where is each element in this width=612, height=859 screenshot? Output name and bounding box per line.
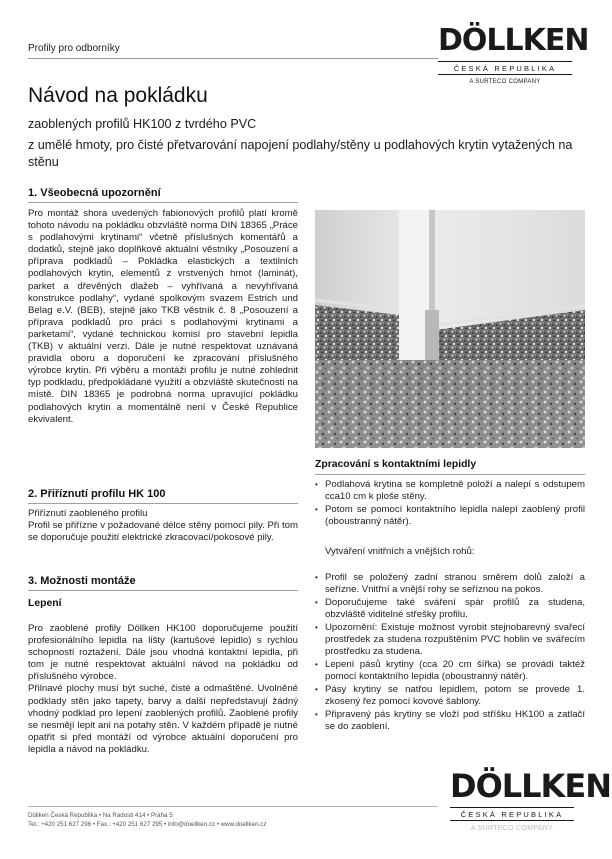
section-2-subtitle: Přiříznutí zaobleného profilu: [28, 508, 148, 519]
section-1-text: Pro montáž shora uvedených fabionových profilů platí kromě tohoto návodu na pokládku obzvláště norma DIN 18365 „Práce s podlahovými krytinami“ včetně příslušných komentářů a dodatků, stejně jako doplňkově aktuální věstníky „Posouzení a příprava podkladů – Pokládka elastických a textilních podlahových krytin, elementů z vrstvených hmot (laminát), parket a dřevěných dlažeb – vyhřívaná a nevyhřívaná konstrukce podlahy“, vydané spolkovým svazem Estrich und Belag e.V. (BEB), stejně jako TKB věstník č. 8 „Posouzení a příprava podkladů pro práci s podlahovými krytinami a parketami“, vydané technickou komisí pro stavební lepidla (TKB) v aktuální verzi. Dále je nutné respektovat uznávaná pravidla oboru a doporučení ke zpracování příslušného výrobce krytin. Při výběru a montáži profilu je nutné zohlednit typ podkladu, předpokládané využití a obzvláště skutečnosti na místě. DIN 18365 je podrobná norma upravující pokládku podlahových krytin a momentálně není v České Republice ekvivalent.: [28, 208, 298, 425]
footer: [28, 811, 266, 829]
section-1-divider: [28, 202, 298, 203]
section-2-divider: [28, 503, 298, 504]
footer-logo: [450, 767, 611, 832]
list-item: • Pásy krytiny se natřou lepidlem, potom se provede 1. zkosený řez pomocí kovové šablony.: [315, 684, 585, 707]
section-2-text: [28, 508, 298, 544]
section-3-text: [28, 623, 298, 756]
bullet-icon: •: [315, 505, 318, 514]
bullet-icon: •: [315, 660, 318, 669]
bullet-icon: •: [315, 573, 318, 582]
bullet-icon: •: [315, 623, 318, 632]
section-2-body: Profil se přiřízne v požadované délce stěny pomocí pily. Při tom se doporučuje použití elektrické zkracovací/pokosové pily.: [28, 520, 298, 544]
corner-list: [315, 572, 585, 734]
section-1-heading: 1. Všeobecná upozornění: [28, 187, 161, 199]
list-item: • Doporučujeme také sváření spár profilů za studena, obzvláště viditelné střešky profilu.: [315, 597, 585, 620]
list-item: • Připravený pás krytiny se vloží pod stříšku HK100 a zatlačí se do zaoblení.: [315, 709, 585, 732]
bullet-icon: •: [315, 480, 318, 489]
floor-profile-illustration: [315, 210, 585, 448]
section-3-divider: [28, 590, 298, 591]
footer-contact: Tel.: +420 251 627 296 • Fax.: +420 251 627 295 • info@doellken.cz • www.doellken.cz: [28, 821, 267, 828]
section-3-text-2: Přilnavé plochy musí být suché, čisté a odmaštěné. Uvolněné podklady stěn jako tapety, barvy a další nepředstavují žádný vhodný podklad pro lepení zaoblených profilů. Zaoblené profily se nesmějí lepit ani na potahy stěn. V každém případě je nutné opatřit si před montáží od výrobce aktuální doporučení pro lepidla a návod na pokládku.: [28, 683, 298, 755]
footer-divider: [28, 806, 438, 807]
list-item: • Potom se pomocí kontaktního lepidla nalepí zaoblený profil (oboustranný nátěr).: [315, 504, 585, 527]
footer-address: Döllken Česká Republika • Na Radosti 414 • Praha 5: [28, 812, 173, 819]
section-3-text-1: Pro zaoblené profily Döllken HK100 doporučujeme použití profesionálního lepidla na lišty (kartušové lepidlo) s rychlou schopností roztažení. Dále jsou vhodná kontaktní lepidla, při tom je nutné respektovat aktuální návod na pokládku od příslušného výrobce.: [28, 623, 298, 683]
list-item: • Profil se položený zadní stranou směrem dolů založí a seřízne. Vnitřní a vnější rohy se seříznou na pokos.: [315, 572, 585, 595]
installation-photo: [315, 210, 585, 448]
contact-adhesive-list: [315, 479, 585, 529]
right-heading: Zpracování s kontaktními lepidly: [315, 459, 477, 470]
list-item: • Upozornění: Existuje možnost vyrobit stejnobarevný svařecí prostředek za studena rozpuštěním PVC hoblin ve svářecím prostředku za studena.: [315, 622, 585, 657]
list-item: • Lepení pásů krytiny (cca 20 cm šířka) se provádí taktéž pomocí kontaktního lepidla (oboustranný nátěr).: [315, 659, 585, 682]
subtitle-line-2: z umělé hmoty, pro čisté přetvarování napojení podlahy/stěny u podlahových krytin vytažených na stěnu: [28, 138, 573, 169]
footer-logo-country: ČESKÁ REPUBLIKA: [450, 807, 574, 821]
subtitle-line-1: zaoblených profilů HK100 z tvrdého PVC: [28, 117, 257, 131]
bullet-icon: •: [315, 685, 318, 694]
header-category: Profily pro odborníky: [28, 43, 120, 54]
section-3-subheading: Lepení: [28, 598, 62, 609]
page-title: Návod na pokládku: [28, 84, 208, 107]
right-divider: [315, 474, 585, 475]
page-subtitle: [28, 116, 584, 175]
logo-wordmark: DÖLLKEN: [438, 23, 589, 58]
logo-group: A SURTECO COMPANY: [469, 79, 541, 85]
bullet-icon: •: [315, 598, 318, 607]
footer-logo-group: A SURTECO COMPANY: [470, 825, 554, 832]
bullet-icon: •: [315, 710, 318, 719]
footer-logo-wordmark: DÖLLKEN: [450, 767, 611, 805]
header-divider: [28, 58, 438, 59]
company-logo: [438, 23, 589, 85]
section-2-heading: 2. Přiříznutí profilu HK 100: [28, 488, 166, 500]
logo-country: ČESKÁ REPUBLIKA: [438, 61, 572, 75]
corner-title: Vytváření vnitřních a vnějších rohů:: [325, 546, 475, 557]
list-item: • Podlahová krytina se kompletně položí a nalepí s odstupem cca10 cm k ploše stěny.: [315, 479, 585, 502]
section-3-heading: 3. Možnosti montáže: [28, 575, 136, 587]
